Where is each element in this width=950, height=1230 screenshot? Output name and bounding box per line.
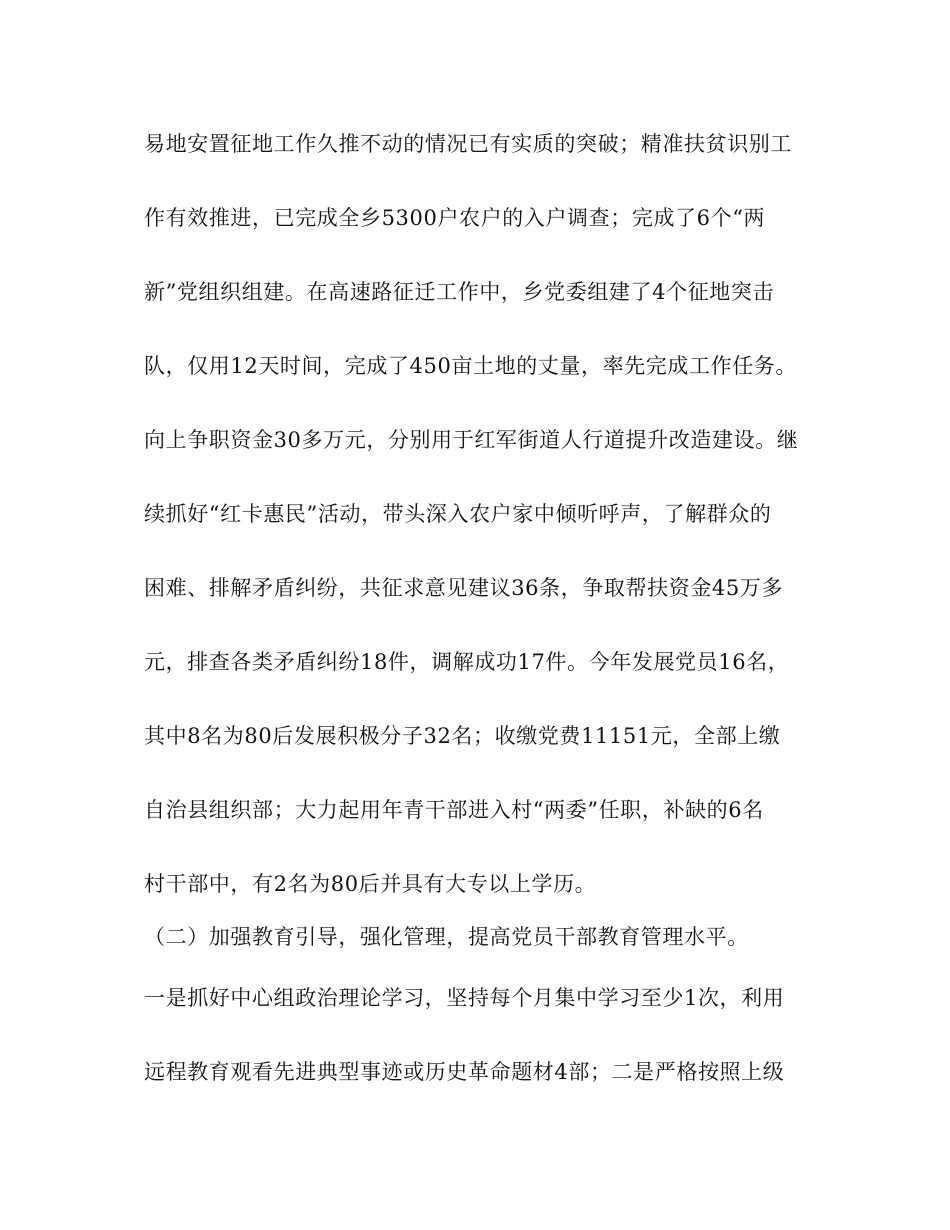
paragraph-line: 远程教育观看先进典型事迹或历史革命题材4部；二是严格按照上级 [144,1060,785,1084]
paragraph-line: 其中8名为80后发展积极分子32名；收缴党费11151元，全部上缴 [144,724,781,748]
paragraph-line: 村干部中，有2名为80后并具有大专以上学历。 [144,872,597,896]
paragraph-line: 一是抓好中心组政治理论学习，坚持每个月集中学习至少1次，利用 [144,986,785,1010]
paragraph-line: 易地安置征地工作久推不动的情况已有实质的突破；精准扶贫识别工 [144,132,792,156]
paragraph-line: 作有效推进，已完成全乡5300户农户的入户调查；完成了6个“两 [144,206,766,230]
paragraph-line: 困难、排解矛盾纠纷，共征求意见建议36条，争取帮扶资金45万多 [144,576,784,600]
paragraph-line: 续抓好“红卡惠民”活动，带头深入农户家中倾听呼声，了解群众的 [144,502,772,526]
paragraph-line: 新”党组织组建。在高速路征迁工作中，乡党委组建了4个征地突击 [144,280,775,304]
section-heading: （二）加强教育引导，强化管理，提高党员干部教育管理水平。 [144,925,749,949]
paragraph-line: 元，排查各类矛盾纠纷18件，调解成功17件。今年发展党员16名， [144,650,790,674]
paragraph-line: 自治县组织部；大力起用年青干部进入村“两委”任职，补缺的6名 [144,798,764,822]
paragraph-line: 向上争职资金30多万元，分别用于红军街道人行道提升改造建设。继 [144,428,799,452]
paragraph-line: 队，仅用12天时间，完成了450亩土地的丈量，率先完成工作任务。 [144,354,798,378]
